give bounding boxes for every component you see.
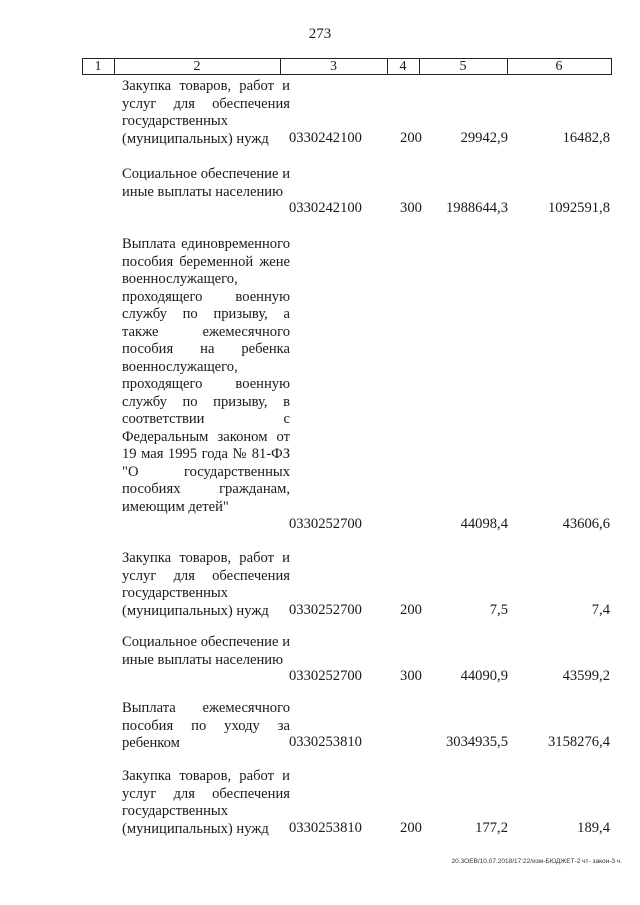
row-value-5: 44090,9	[460, 668, 508, 684]
row-code: 0330253810	[289, 820, 362, 836]
row-value-5: 177,2	[475, 820, 508, 836]
row-value-6: 16482,8	[562, 130, 610, 146]
row-description: Закупка товаров, работ и услуг для обеспечения государственных (муниципальных) нужд	[122, 78, 290, 147]
row-description: Закупка товаров, работ и услуг для обеспечения государственных (муниципальных) нужд	[122, 550, 290, 619]
row-type: 200	[400, 602, 422, 618]
row-value-5: 44098,4	[460, 516, 508, 532]
row-code: 0330242100	[289, 200, 362, 216]
header-col-6: 6	[555, 59, 563, 74]
row-code: 0330252700	[289, 602, 362, 618]
page-number: 273	[308, 26, 332, 42]
header-col-2: 2	[193, 59, 201, 74]
header-col-3: 3	[330, 59, 337, 74]
row-description: Социальное обеспечение и иные выплаты населению	[122, 166, 290, 200]
row-description: Выплата единовременного пособия беременной жене военнослужащего, проходящего военную службу по призыву, а также ежемесячного пособия на ребенка военнослужащего, проходящего военную службу по призыву, в соответствии с Федеральным законом от 19 мая 1995 года № 81-ФЗ "О государственных пособиях гражданам, имеющим детей"	[122, 236, 290, 515]
row-code: 0330253810	[289, 734, 362, 750]
row-type: 300	[400, 200, 422, 216]
row-description: Социальное обеспечение и иные выплаты населению	[122, 634, 290, 668]
row-value-6: 7,4	[591, 602, 610, 618]
row-value-6: 189,4	[577, 820, 610, 836]
header-col-1: 1	[94, 59, 102, 74]
row-value-5: 29942,9	[460, 130, 508, 146]
row-value-5: 3034935,5	[445, 734, 508, 750]
row-code: 0330242100	[289, 130, 362, 146]
table-header	[82, 58, 612, 75]
footer-stamp: 20.3ОЕВ/10.07.2018/17:22/изм-БЮДЖЕТ-2 чт- закон-3 ч.	[451, 858, 622, 865]
row-description: Закупка товаров, работ и услуг для обеспечения государственных (муниципальных) нужд	[122, 768, 290, 837]
row-type: 300	[400, 668, 422, 684]
row-value-6: 43606,6	[562, 516, 610, 532]
row-code: 0330252700	[289, 516, 362, 532]
row-value-5: 1988644,3	[445, 200, 508, 216]
row-description: Выплата ежемесячного пособия по уходу за ребенком	[122, 700, 290, 751]
row-value-6: 1092591,8	[547, 200, 610, 216]
row-type: 200	[400, 820, 422, 836]
row-type: 200	[400, 130, 422, 146]
header-col-4: 4	[399, 59, 407, 74]
row-value-6: 43599,2	[562, 668, 610, 684]
row-code: 0330252700	[289, 668, 362, 684]
row-value-6: 3158276,4	[547, 734, 610, 750]
row-value-5: 7,5	[489, 602, 508, 618]
header-col-5: 5	[459, 59, 467, 74]
